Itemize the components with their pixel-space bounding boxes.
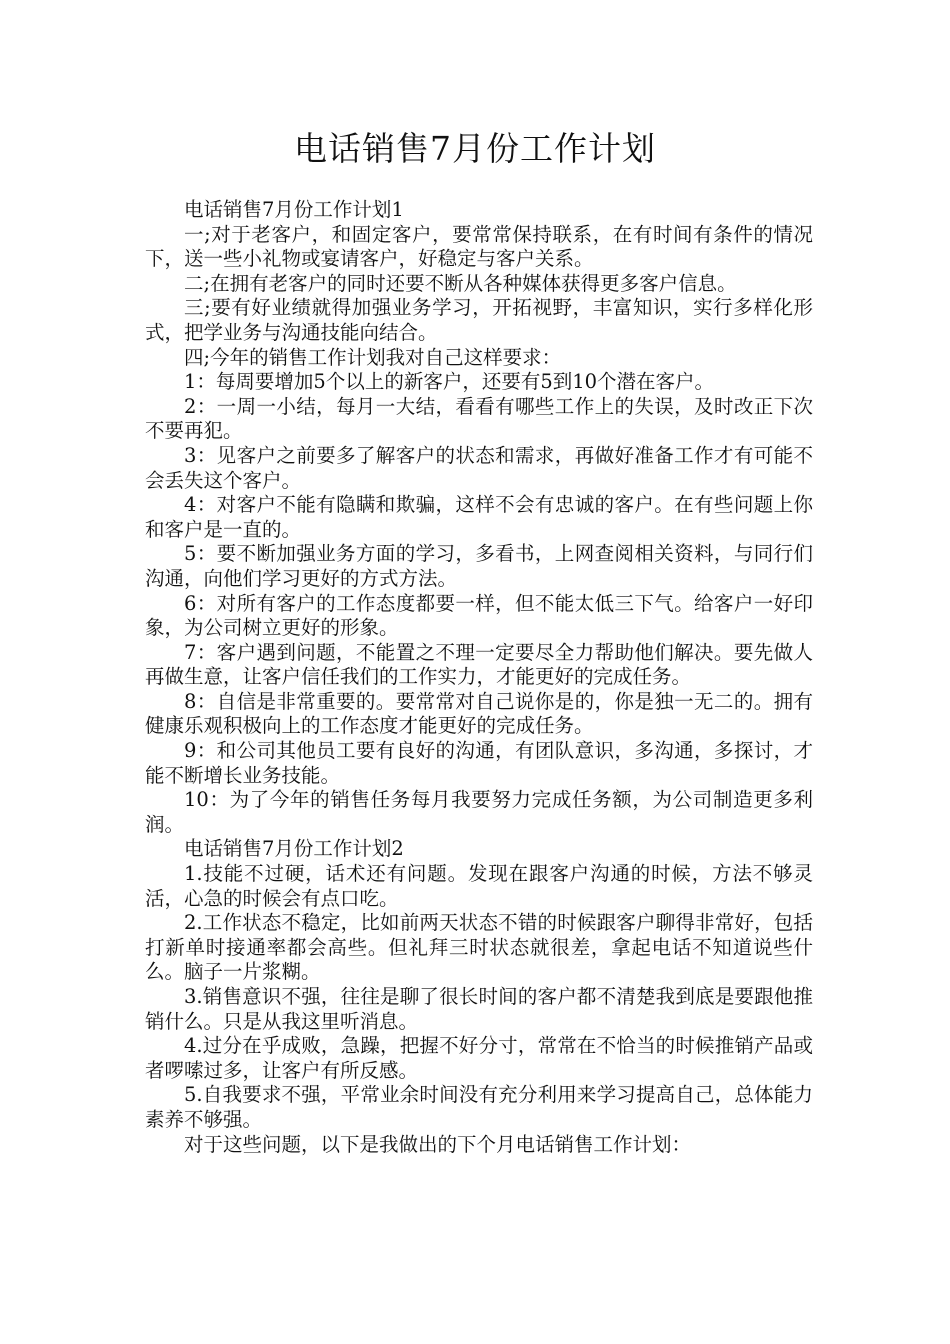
paragraph: 1：每周要增加5个以上的新客户，还要有5到10个潜在客户。	[184, 370, 715, 394]
paragraph: 3.销售意识不强，往往是聊了很长时间的客户都不清楚我到底是要跟他推销什么。只是从我这里听消息。	[145, 985, 813, 1033]
document-title: 电话销售7月份工作计划	[294, 129, 656, 168]
paragraph: 1.技能不过硬，话术还有问题。发现在跟客户沟通的时候，方法不够灵活，心急的时候会有点口吃。	[145, 862, 813, 910]
paragraph: 8：自信是非常重要的。要常常对自己说你是的，你是独一无二的。拥有健康乐观积极向上的工作态度才能更好的完成任务。	[145, 689, 813, 738]
paragraph: 二;在拥有老客户的同时还要不断从各种媒体获得更多客户信息。	[184, 271, 737, 295]
paragraph: 2：一周一小结，每月一大结，看看有哪些工作上的失误，及时改正下次不要再犯。	[145, 394, 813, 443]
paragraph: 2.工作状态不稳定，比如前两天状态不错的时候跟客户聊得非常好，包括打新单时接通率都会高些。但礼拜三时状态就很差，拿起电话不知道说些什么。脑子一片浆糊。	[145, 911, 813, 984]
paragraph: 4：对客户不能有隐瞒和欺骗，这样不会有忠诚的客户。在有些问题上你和客户是一直的。	[145, 493, 813, 541]
paragraph: 对于这些问题，以下是我做出的下个月电话销售工作计划：	[184, 1132, 692, 1156]
document-body	[145, 198, 813, 1157]
paragraph: 9：和公司其他员工要有良好的沟通，有团队意识，多沟通，多探讨，才能不断增长业务技能。	[145, 739, 813, 787]
paragraph: 三;要有好业绩就得加强业务学习，开拓视野，丰富知识，实行多样化形式，把学业务与沟通技能向结合。	[145, 296, 813, 344]
paragraph: 电话销售7月份工作计划1	[184, 198, 404, 221]
paragraph: 一;对于老客户，和固定客户，要常常保持联系，在有时间有条件的情况下，送一些小礼物或宴请客户，好稳定与客户关系。	[145, 222, 813, 271]
paragraph: 四;今年的销售工作计划我对自己这样要求：	[184, 345, 562, 369]
paragraph: 4.过分在乎成败，急躁，把握不好分寸，常常在不恰当的时候推销产品或者啰嗦过多，让客户有所反感。	[145, 1034, 813, 1082]
paragraph: 10：为了今年的销售任务每月我要努力完成任务额，为公司制造更多利润。	[145, 788, 813, 836]
paragraph: 6：对所有客户的工作态度都要一样，但不能太低三下气。给客户一好印象，为公司树立更好的形象。	[145, 591, 813, 640]
paragraph: 3：见客户之前要多了解客户的状态和需求，再做好准备工作才有可能不会丢失这个客户。	[145, 443, 813, 492]
paragraph: 电话销售7月份工作计划2	[184, 837, 404, 861]
paragraph: 7：客户遇到问题，不能置之不理一定要尽全力帮助他们解决。要先做人再做生意，让客户信任我们的工作实力，才能更好的完成任务。	[145, 640, 813, 689]
paragraph: 5.自我要求不强，平常业余时间没有充分利用来学习提高自己，总体能力素养不够强。	[145, 1083, 813, 1131]
paragraph: 5：要不断加强业务方面的学习，多看书，上网查阅相关资料，与同行们沟通，向他们学习更好的方式方法。	[145, 542, 813, 590]
